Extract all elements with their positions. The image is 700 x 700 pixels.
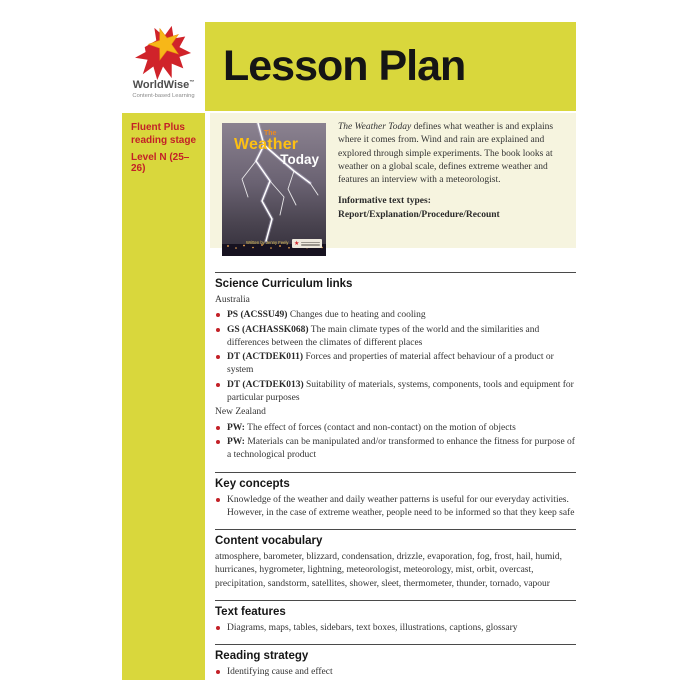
item-text: Diagrams, maps, tables, sidebars, text boxes, illustrations, captions, glossary <box>227 623 518 634</box>
publisher-badge <box>292 239 322 248</box>
bullet-icon <box>216 626 220 630</box>
main-content <box>215 272 576 689</box>
book-summary <box>338 121 570 222</box>
worldwise-logo <box>122 22 205 111</box>
bullet-icon <box>216 670 220 674</box>
brand-name <box>122 80 205 91</box>
list-item <box>215 666 576 679</box>
trademark-symbol: ™ <box>189 79 195 86</box>
curriculum-item <box>215 324 576 351</box>
brand-text: WorldWise <box>132 79 190 91</box>
book-title-today: Today <box>280 152 319 168</box>
book-byline: Written by Jenny Feely <box>246 240 289 245</box>
item-text: Identifying cause and effect <box>227 667 333 678</box>
publisher-star-icon: ★ <box>294 240 300 247</box>
bullet-icon <box>216 313 220 317</box>
item-text: The main climate types of the world and the similarities and differences between the climates of different places <box>227 324 540 348</box>
section-curriculum <box>215 272 576 463</box>
bullet-icon <box>216 426 220 430</box>
brand-tagline: Content-based Learning <box>132 93 195 99</box>
section-heading: Science Curriculum links <box>215 278 353 290</box>
item-code: PS (ACSSU49) <box>227 310 288 321</box>
item-text: The effect of forces (contact and non-contact) on the motion of objects <box>244 422 516 433</box>
worldwise-star-icon <box>133 24 195 80</box>
item-code: DT (ACTDEK011) <box>227 352 304 363</box>
section-heading: Text features <box>215 606 286 619</box>
section-text-features <box>215 600 576 635</box>
reading-stage-strip <box>122 113 205 680</box>
item-code: DT (ACTDEK013) <box>227 379 304 390</box>
curriculum-item <box>215 436 576 463</box>
book-title-the: The <box>264 130 277 137</box>
section-vocabulary <box>215 529 576 591</box>
country-label-australia: Australia <box>215 295 250 305</box>
section-reading-strategy <box>215 644 576 679</box>
summary-book-title: The Weather Today <box>338 122 412 132</box>
item-text: Changes due to heating and cooling <box>287 310 426 321</box>
country-label-new-zealand: New Zealand <box>215 407 266 418</box>
item-text: Suitability of materials, systems, components, tools and equipment for particular purposes <box>227 379 574 404</box>
list-item <box>215 622 576 635</box>
item-text: Knowledge of the weather and daily weather patterns is useful for our everyday activities. However, in the case of extreme weather, people need to be informed so that they keep safe <box>227 494 575 518</box>
section-key-concepts <box>215 472 576 521</box>
curriculum-item <box>215 309 576 322</box>
section-heading: Content vocabulary <box>215 535 323 548</box>
text-types-value: Report/Explanation/Procedure/Recount <box>338 209 500 220</box>
page-title: Lesson Plan <box>223 42 466 90</box>
reading-stage-label: Fluent Plus reading stage <box>131 122 197 146</box>
reading-level-label: Level N (25–26) <box>131 152 190 174</box>
publisher-text-lines <box>301 241 320 247</box>
book-title-weather: Weather <box>234 136 299 154</box>
summary-body: defines what weather is and explains where it comes from. Wind and rain are explained and explored through simple experiments. The book looks at weather on a global scale, defines extreme weather and features an interview with a meteorologist. <box>338 122 554 186</box>
section-heading: Reading strategy <box>215 650 309 663</box>
bullet-icon <box>216 328 220 332</box>
book-cover <box>222 123 326 256</box>
bullet-icon <box>216 440 220 444</box>
curriculum-item <box>215 422 576 435</box>
summary-paragraph <box>338 121 570 187</box>
curriculum-item <box>215 351 576 378</box>
vocabulary-text: atmosphere, barometer, blizzard, condensation, drizzle, evaporation, fog, frost, hail, humid, hurricanes, hygrometer, lightning, meteorologist, meteorology, mist, orbit, overcast, precipitation, sandstorm, satellites, shower, sleet, thermometer, thunder, tornado, vapour <box>215 552 563 589</box>
item-code: PW: <box>227 422 245 433</box>
item-text: Materials can be manipulated and/or transformed to enhance the fitness for purpose of a technological product <box>227 436 575 461</box>
section-heading: Key concepts <box>215 477 290 490</box>
bullet-icon <box>216 498 220 502</box>
text-types-label: Informative text types: <box>338 196 431 207</box>
item-code: PW: <box>227 436 245 447</box>
bullet-icon <box>216 383 220 387</box>
bullet-icon <box>216 355 220 359</box>
item-text: Forces and properties of material affect behaviour of a product or system <box>227 352 554 376</box>
item-code: GS (ACHASSK068) <box>227 324 309 335</box>
book-title <box>222 130 326 167</box>
curriculum-item <box>215 379 576 406</box>
list-item <box>215 494 576 521</box>
text-types <box>338 195 570 222</box>
header-band <box>205 22 576 111</box>
